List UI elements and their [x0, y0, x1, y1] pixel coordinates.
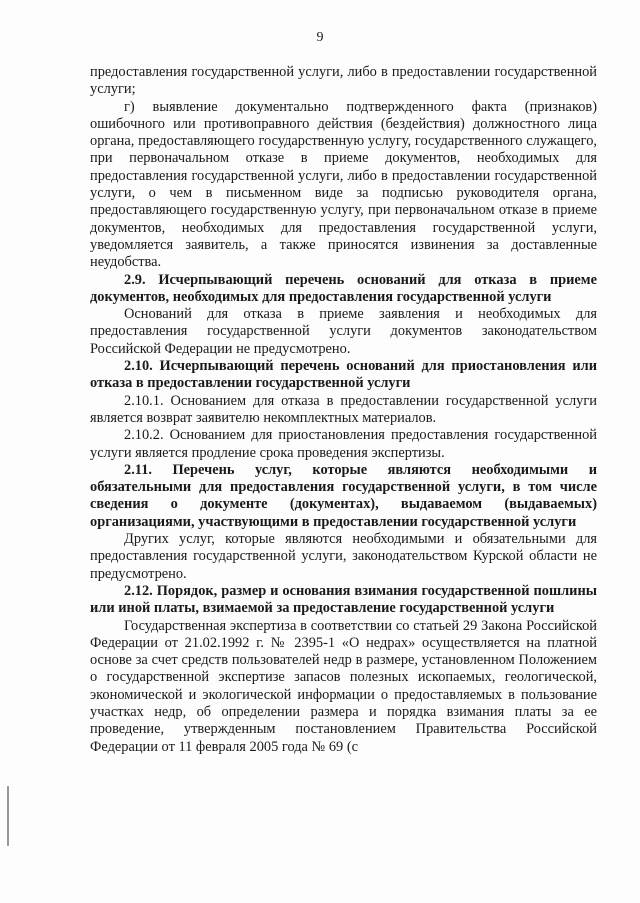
scan-edge-mark	[7, 786, 9, 846]
paragraph: 2.10.1. Основанием для отказа в предоставлении государственной услуги является возврат заявителю некомплектных материалов.	[90, 392, 597, 426]
paragraph: 2.10.2. Основанием для приостановления предоставления государственной услуги является продление срока проведения экспертизы.	[90, 427, 597, 461]
section-heading-2-10: 2.10. Исчерпывающий перечень оснований для приостановления или отказа в предоставлении государственной услуги	[90, 358, 597, 392]
paragraph: Оснований для отказа в приеме заявления и необходимых для предоставления государственной услуги документов законодательством Российской Федерации не предусмотрено.	[90, 306, 597, 357]
paragraph: Других услуг, которые являются необходимыми и обязательными для предоставления государственной услуги, законодательством Курской области не предусмотрено.	[90, 531, 597, 582]
section-heading-2-11: 2.11. Перечень услуг, которые являются необходимыми и обязательными для предоставления государственной услуги, в том числе сведения о документе (документах), выдаваемом (выдаваемых) организациями, участвующими в предоставлении государственной услуги	[90, 461, 597, 530]
paragraph: предоставления государственной услуги, либо в предоставлении государственной услуги;	[90, 64, 597, 98]
document-body	[90, 64, 597, 756]
paragraph: Государственная экспертиза в соответствии со статьей 29 Закона Российской Федерации от 21.02.1992 г. № 2395-1 «О недрах» осуществляется на платной основе за счет средств пользователей недр в размере, установленном Положением о государственной экспертизе запасов полезных ископаемых, геологической, экономической и экологической информации о предоставляемых в пользование участках недр, об определении размера и порядка взимания платы за ее проведение, утвержденным постановлением Правительства Российской Федерации от 11 февраля 2005 года № 69 (с	[90, 617, 597, 755]
section-heading-2-9: 2.9. Исчерпывающий перечень оснований для отказа в приеме документов, необходимых для предоставления государственной услуги	[90, 271, 597, 305]
page-number: 9	[316, 30, 324, 45]
section-heading-2-12: 2.12. Порядок, размер и основания взимания государственной пошлины или иной платы, взимаемой за предоставление государственной услуги	[90, 582, 597, 617]
paragraph: г) выявление документально подтвержденного факта (признаков) ошибочного или противоправного действия (бездействия) должностного лица органа, предоставляющего государственную услугу, государственного служащего, при первоначальном отказе в приеме документов, необходимых для предоставления государственной услуги, либо в предоставлении государственной услуги, о чем в письменном виде за подписью руководителя органа, предоставляющего государственную услугу, при первоначальном отказе в приеме документов, необходимых для предоставления государственной услуги, уведомляется заявитель, а также приносятся извинения за доставленные неудобства.	[90, 98, 597, 271]
